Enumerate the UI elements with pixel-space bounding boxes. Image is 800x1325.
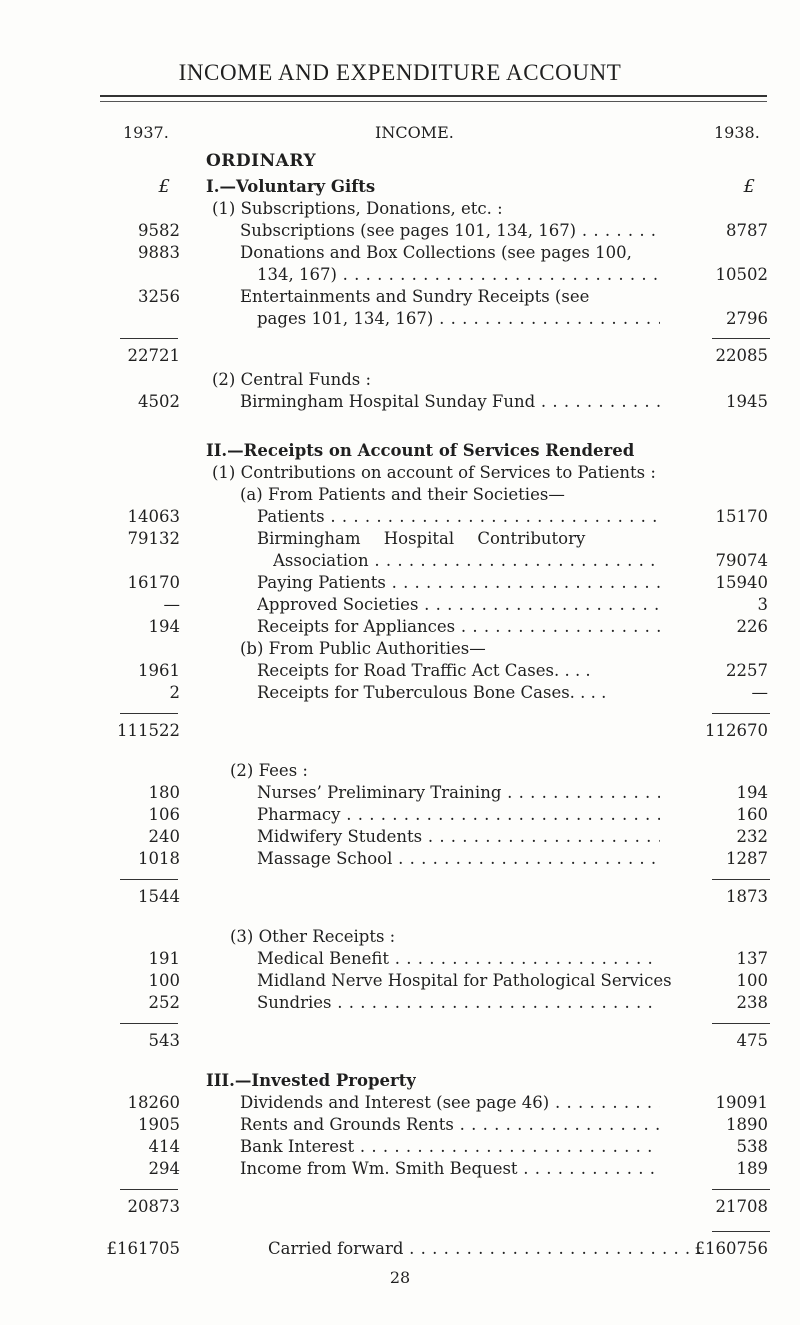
item-label: Entertainments and Sundry Receipts (see xyxy=(240,287,590,306)
value-1938: 1945 xyxy=(726,392,768,411)
item-label: Bank Interest . . . xyxy=(240,1136,660,1158)
value-1938: 538 xyxy=(736,1137,768,1156)
value-1937: 252 xyxy=(148,993,180,1012)
page-title: INCOME AND EXPENDITURE ACCOUNT xyxy=(178,60,622,85)
subtotal-1937: 1544 xyxy=(138,887,180,906)
subtotal-1938: 475 xyxy=(736,1031,768,1050)
value-1938: 160 xyxy=(736,805,768,824)
carried-forward-label: Carried forward . . . xyxy=(268,1238,703,1260)
value-1937: 1905 xyxy=(138,1115,180,1134)
value-1938: 15170 xyxy=(715,507,768,526)
value-1937: 1961 xyxy=(138,661,180,680)
year-1938-header: 1938. xyxy=(714,123,760,142)
value-1938: 1287 xyxy=(726,849,768,868)
section-heading-services: II.—Receipts on Account of Services Rendered xyxy=(206,441,635,460)
sum-rule xyxy=(120,713,178,714)
carried-forward-1938: £160756 xyxy=(694,1239,768,1258)
item-label: Pharmacy . . . xyxy=(257,804,660,826)
ordinary-label: ORDINARY xyxy=(206,151,317,171)
section-heading-invested: III.—Invested Property xyxy=(206,1071,416,1090)
subtotal-1938: 1873 xyxy=(726,887,768,906)
value-1938: 8787 xyxy=(726,221,768,240)
item-label: Nurses’ Preliminary Training . . . xyxy=(257,782,660,804)
item-label: Subscriptions (see pages 101, 134, 167) . . . xyxy=(240,220,660,242)
item-label: Midwifery Students . . . xyxy=(257,826,660,848)
income-header: INCOME. xyxy=(375,123,454,142)
subheading: (1) Contributions on account of Services to Patients : xyxy=(212,463,656,482)
value-1937: 294 xyxy=(148,1159,180,1178)
item-label: Massage School . . . xyxy=(257,848,660,870)
value-1938: 15940 xyxy=(715,573,768,592)
value-1937: 2 xyxy=(169,683,180,702)
sum-rule xyxy=(120,879,178,880)
value-1937: 16170 xyxy=(127,573,180,592)
subheading: (1) Subscriptions, Donations, etc. : xyxy=(212,199,503,218)
sum-rule xyxy=(120,338,178,339)
item-label: Receipts for Tuberculous Bone Cases. . . . xyxy=(257,683,607,702)
value-1938: 100 xyxy=(736,971,768,990)
item-label: Patients . . . xyxy=(257,506,660,528)
year-1937-header: 1937. xyxy=(123,123,169,142)
subtotal-1938: 112670 xyxy=(705,721,768,740)
value-1938: 189 xyxy=(736,1159,768,1178)
subtotal-1938: 21708 xyxy=(715,1197,768,1216)
value-1938: 79074 xyxy=(715,551,768,570)
value-1938: 3 xyxy=(757,595,768,614)
value-1938: 19091 xyxy=(715,1093,768,1112)
value-1937: 180 xyxy=(148,783,180,802)
subtotal-1937: 111522 xyxy=(117,721,180,740)
item-label: Birmingham Hospital Sunday Fund . . . xyxy=(240,391,660,413)
value-1937: 414 xyxy=(148,1137,180,1156)
value-1937: 191 xyxy=(148,949,180,968)
value-1937: 3256 xyxy=(138,287,180,306)
title-rule-thick xyxy=(100,95,767,97)
item-label: Dividends and Interest (see page 46) . . . xyxy=(240,1092,660,1114)
sum-rule xyxy=(712,338,770,339)
value-1938: 1890 xyxy=(726,1115,768,1134)
subheading: (a) From Patients and their Societies— xyxy=(240,485,565,504)
sum-rule xyxy=(712,1023,770,1024)
item-label: Medical Benefit . . . xyxy=(257,948,660,970)
value-1937: 240 xyxy=(148,827,180,846)
item-label: 134, 167) . . . xyxy=(257,264,660,286)
value-1938: 2796 xyxy=(726,309,768,328)
item-label: Paying Patients . . . xyxy=(257,572,660,594)
subheading: (2) Central Funds : xyxy=(212,370,372,389)
sum-rule xyxy=(712,1231,770,1232)
subheading: (b) From Public Authorities— xyxy=(240,639,486,658)
item-label: Association . . . xyxy=(273,550,660,572)
subtotal-1937: 22721 xyxy=(127,346,180,365)
value-1937: 14063 xyxy=(127,507,180,526)
currency-1937: £ xyxy=(158,176,170,197)
item-label: Midland Nerve Hospital for Pathological Services xyxy=(257,971,672,990)
value-1938: 232 xyxy=(736,827,768,846)
value-1938: 2257 xyxy=(726,661,768,680)
subheading: (2) Fees : xyxy=(230,761,308,780)
value-1937: 106 xyxy=(148,805,180,824)
value-1938: 137 xyxy=(736,949,768,968)
item-label: Birmingham Hospital Contributory xyxy=(257,529,586,548)
sum-rule xyxy=(120,1023,178,1024)
currency-1938: £ xyxy=(743,176,755,197)
section-heading-voluntary: I.—Voluntary Gifts xyxy=(206,177,376,196)
sum-rule xyxy=(712,879,770,880)
subtotal-1937: 20873 xyxy=(127,1197,180,1216)
value-1937: 100 xyxy=(148,971,180,990)
sum-rule xyxy=(712,1189,770,1190)
value-1937: 9883 xyxy=(138,243,180,262)
value-1937: — xyxy=(163,595,180,614)
carried-forward-1937: £161705 xyxy=(106,1239,180,1258)
value-1937: 194 xyxy=(148,617,180,636)
value-1937: 18260 xyxy=(127,1093,180,1112)
item-label: Receipts for Appliances . . . xyxy=(257,616,660,638)
item-label: Sundries . . . xyxy=(257,992,660,1014)
value-1938: 10502 xyxy=(715,265,768,284)
item-label: Receipts for Road Traffic Act Cases. . . . xyxy=(257,661,591,680)
subtotal-1937: 543 xyxy=(148,1031,180,1050)
item-label: pages 101, 134, 167) . . . xyxy=(257,308,660,330)
value-1938: — xyxy=(751,683,768,702)
subtotal-1938: 22085 xyxy=(715,346,768,365)
value-1938: 194 xyxy=(736,783,768,802)
sum-rule xyxy=(120,1189,178,1190)
value-1938: 226 xyxy=(736,617,768,636)
item-label: Income from Wm. Smith Bequest . . . xyxy=(240,1158,660,1180)
value-1937: 1018 xyxy=(138,849,180,868)
item-label: Rents and Grounds Rents . . . xyxy=(240,1114,660,1136)
subheading: (3) Other Receipts : xyxy=(230,927,396,946)
value-1938: 238 xyxy=(736,993,768,1012)
page-number: 28 xyxy=(389,1268,411,1287)
item-label: Donations and Box Collections (see pages 100, xyxy=(240,243,632,262)
value-1937: 9582 xyxy=(138,221,180,240)
value-1937: 4502 xyxy=(138,392,180,411)
title-rule-thin xyxy=(100,101,767,102)
value-1937: 79132 xyxy=(127,529,180,548)
sum-rule xyxy=(712,713,770,714)
item-label: Approved Societies . . . xyxy=(257,594,660,616)
